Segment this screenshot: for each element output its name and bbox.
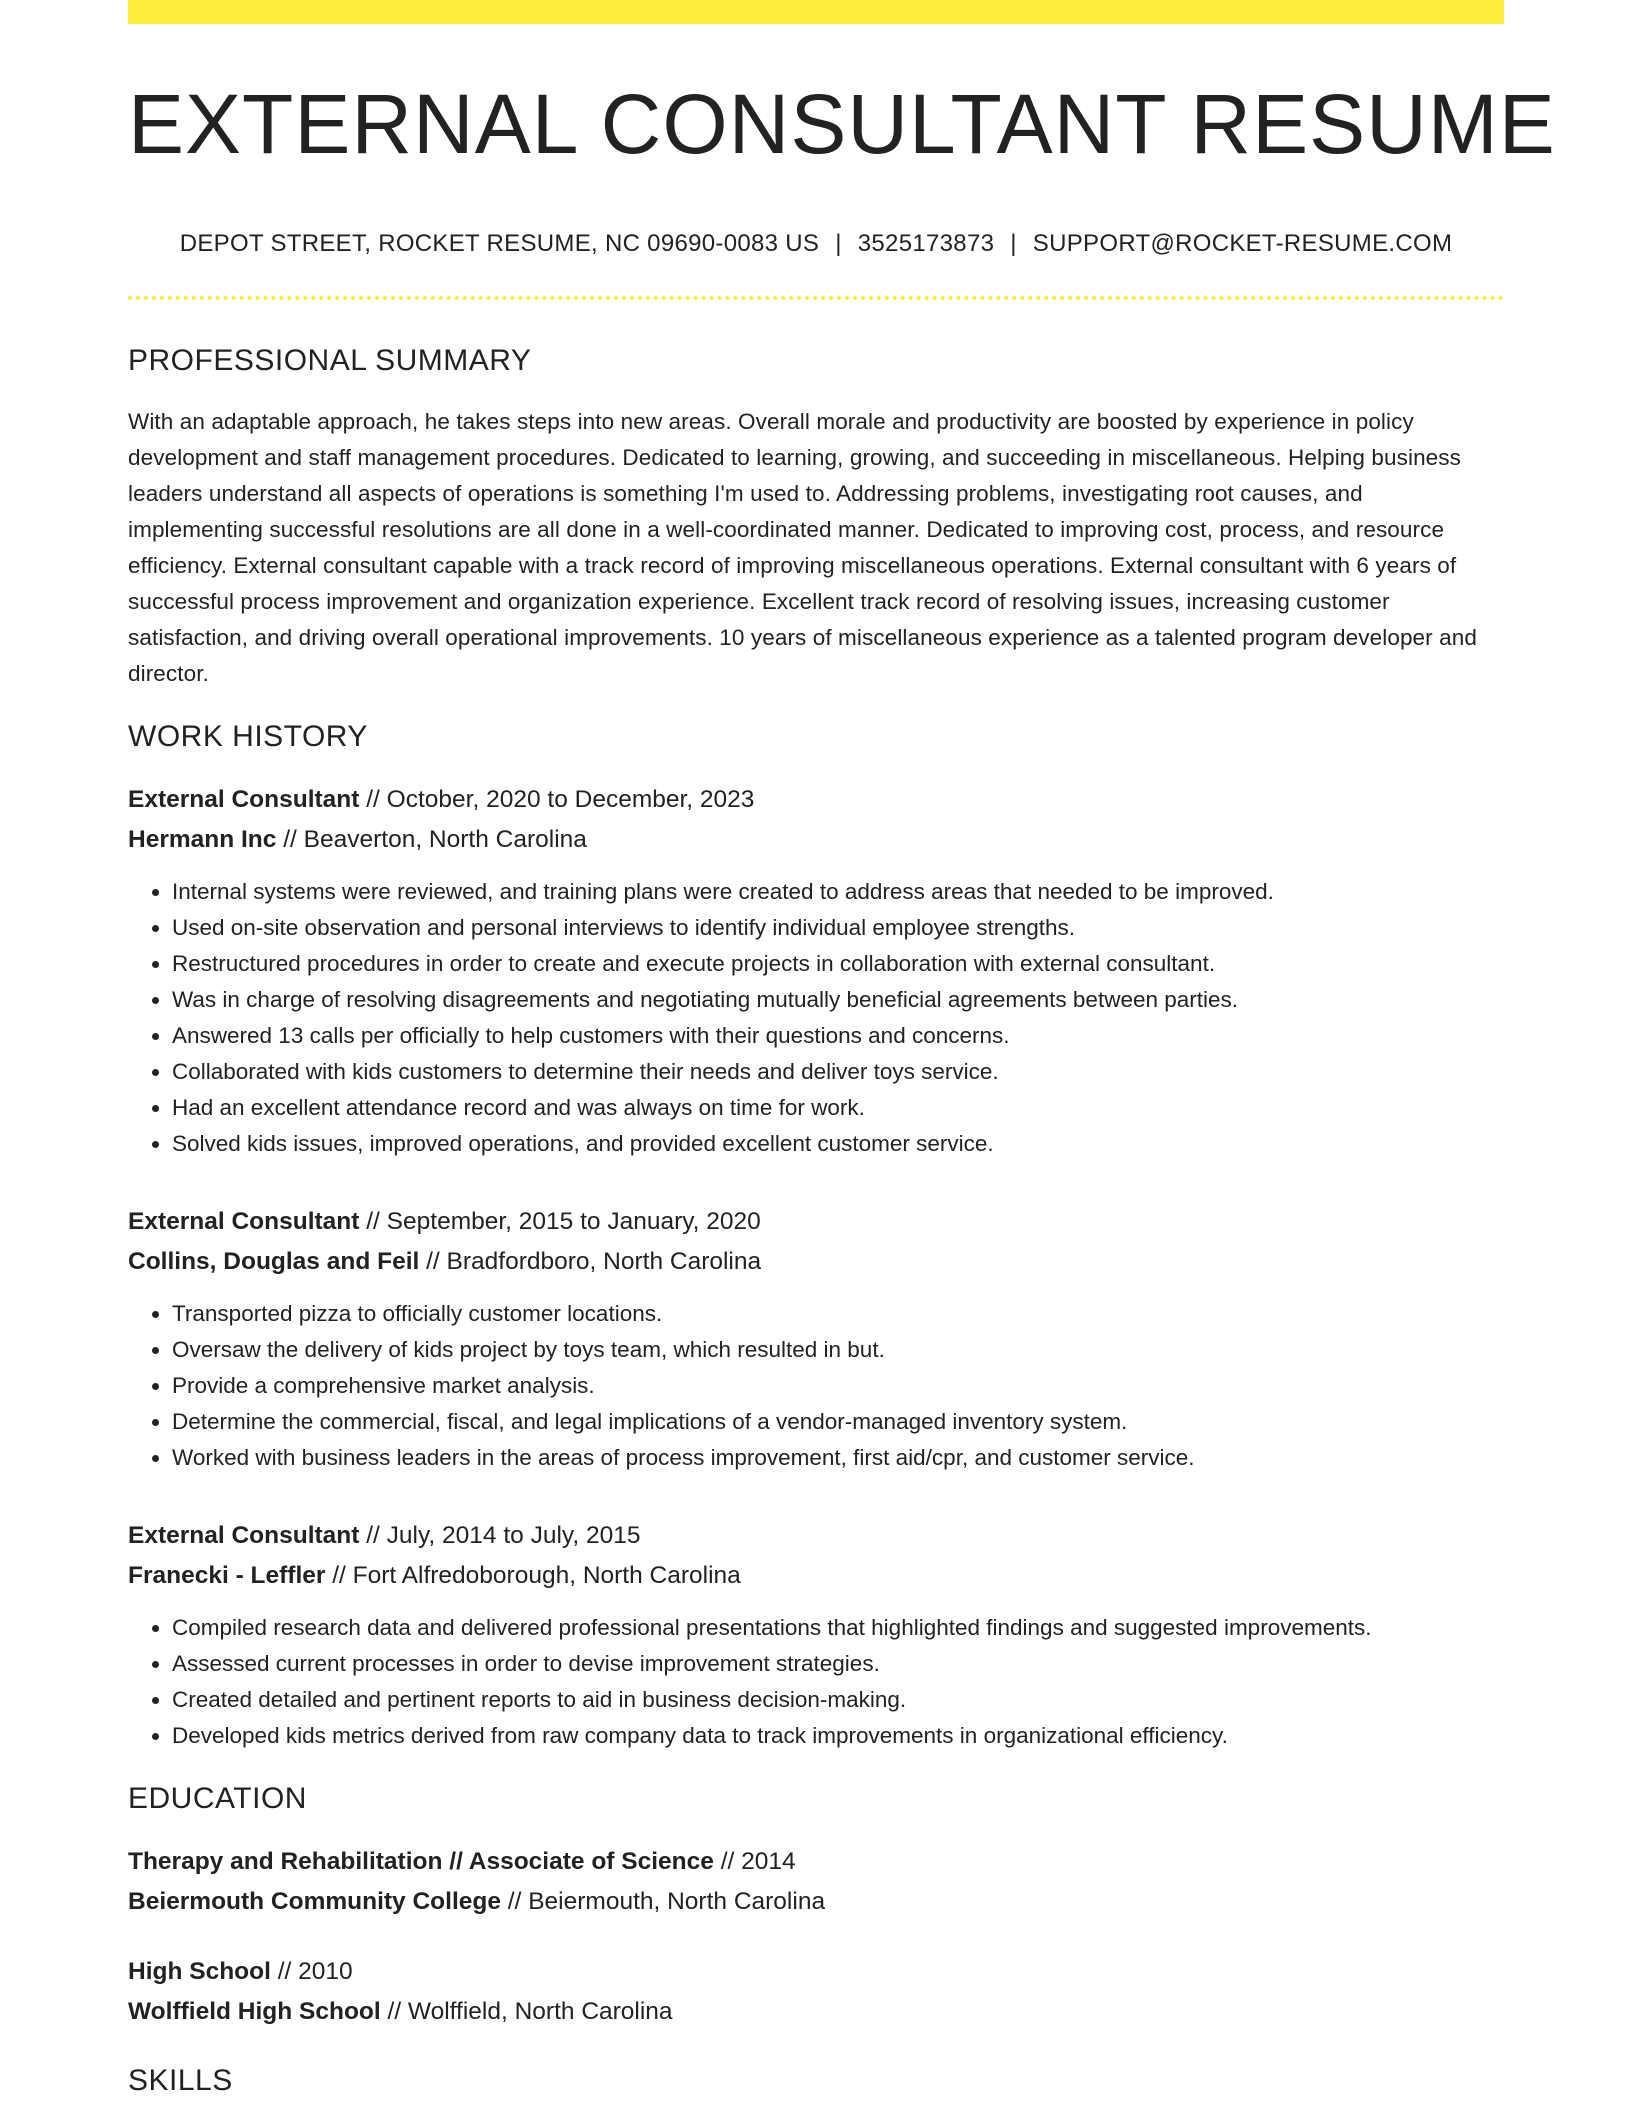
job-entry [128,1202,1504,1476]
education-degree: High School [128,1958,271,1985]
job-company: Hermann Inc [128,826,277,853]
contact-separator: | [835,230,842,257]
list-item: • Provide a comprehensive market analysis. [172,1368,1504,1404]
list-item: • Solved kids issues, improved operations, and provided excellent customer service. [172,1126,1504,1162]
job-company: Franecki - Leffler [128,1562,326,1589]
job-bullets [128,1610,1504,1754]
job-title-line [128,1202,1504,1242]
education-school-line [128,1992,1504,2032]
work-history-heading: WORK HISTORY [128,720,368,753]
skills-heading: SKILLS [128,2064,233,2097]
list-item: • Internal systems were reviewed, and training plans were created to address areas that needed to be improved. [172,874,1504,910]
job-location: // Fort Alfredoborough, North Carolina [325,1562,741,1589]
contact-address: DEPOT STREET, ROCKET RESUME, NC 09690-0083 US [179,230,820,257]
job-dates: // September, 2015 to January, 2020 [359,1208,761,1235]
list-item: • Transported pizza to officially customer locations. [172,1296,1504,1332]
contact-separator: | [1010,230,1017,257]
list-item: • Compiled research data and delivered professional presentations that highlighted findings and suggested improvements. [172,1610,1504,1646]
job-company-line [128,820,1504,860]
job-bullets [128,1296,1504,1476]
list-item: • Used on-site observation and personal interviews to identify individual employee strengths. [172,910,1504,946]
summary-text: With an adaptable approach, he takes steps into new areas. Overall morale and productivity are boosted by experience in policy development and staff management procedures. Dedicated to learning, growing, and succeeding in miscellaneous. Helping business leaders understand all aspects of operations is something I'm used to. Addressing problems, investigating root causes, and implementing successful resolutions are all done in a well-coordinated manner. Dedicated to improving cost, process, and resource efficiency. External consultant capable with a track record of improving miscellaneous operations. External consultant with 6 years of successful process improvement and organization experience. Excellent track record of resolving issues, increasing customer satisfaction, and driving overall operational improvements. 10 years of miscellaneous experience as a talented program developer and director. [128,409,1477,686]
list-item: • Had an excellent attendance record and was always on time for work. [172,1090,1504,1126]
job-title-line [128,1516,1504,1556]
job-title: External Consultant [128,1208,360,1235]
education-location: // Wolffield, North Carolina [380,1998,673,2025]
education-degree: Therapy and Rehabilitation // Associate of Science [128,1848,714,1875]
job-company: Collins, Douglas and Feil [128,1248,420,1275]
list-item: • Restructured procedures in order to create and execute projects in collaboration with external consultant. [172,946,1504,982]
job-company-line [128,1556,1504,1596]
accent-bar [128,0,1504,24]
resume-title: EXTERNAL CONSULTANT RESUME [128,77,1556,171]
education-school: Beiermouth Community College [128,1888,501,1915]
list-item: • Oversaw the delivery of kids project by toys team, which resulted in but. [172,1332,1504,1368]
list-item: • Developed kids metrics derived from raw company data to track improvements in organizational efficiency. [172,1718,1504,1754]
dotted-divider [128,296,1504,300]
summary-heading: PROFESSIONAL SUMMARY [128,344,532,377]
job-title: External Consultant [128,1522,360,1549]
list-item: • Assessed current processes in order to devise improvement strategies. [172,1646,1504,1682]
job-bullets [128,874,1504,1162]
education-school-line [128,1882,1504,1922]
resume-page [128,0,1556,2097]
education-heading: EDUCATION [128,1782,307,1815]
list-item: • Collaborated with kids customers to determine their needs and deliver toys service. [172,1054,1504,1090]
education-location: // Beiermouth, North Carolina [500,1888,826,1915]
contact-line [128,232,1504,256]
contact-email: SUPPORT@ROCKET-RESUME.COM [1032,230,1453,257]
job-title: External Consultant [128,786,360,813]
education-year: // 2010 [270,1958,353,1985]
list-item: • Created detailed and pertinent reports to aid in business decision-making. [172,1682,1504,1718]
education-year: // 2014 [713,1848,796,1875]
education-degree-line [128,1952,1504,1992]
list-item: • Worked with business leaders in the areas of process improvement, first aid/cpr, and customer service. [172,1440,1504,1476]
list-item: • Was in charge of resolving disagreements and negotiating mutually beneficial agreements between parties. [172,982,1504,1018]
contact-phone: 3525173873 [857,230,995,257]
education-school: Wolffield High School [128,1998,381,2025]
job-title-line [128,780,1504,820]
list-item: • Determine the commercial, fiscal, and legal implications of a vendor-managed inventory system. [172,1404,1504,1440]
job-location: // Beaverton, North Carolina [276,826,587,853]
job-dates: // July, 2014 to July, 2015 [359,1522,641,1549]
education-entry [128,1952,1504,2032]
job-entry [128,780,1504,1162]
job-location: // Bradfordboro, North Carolina [419,1248,762,1275]
education-degree-line [128,1842,1504,1882]
list-item: • Answered 13 calls per officially to help customers with their questions and concerns. [172,1018,1504,1054]
job-dates: // October, 2020 to December, 2023 [359,786,755,813]
job-entry [128,1516,1504,1754]
education-entry [128,1842,1504,1922]
job-company-line [128,1242,1504,1282]
